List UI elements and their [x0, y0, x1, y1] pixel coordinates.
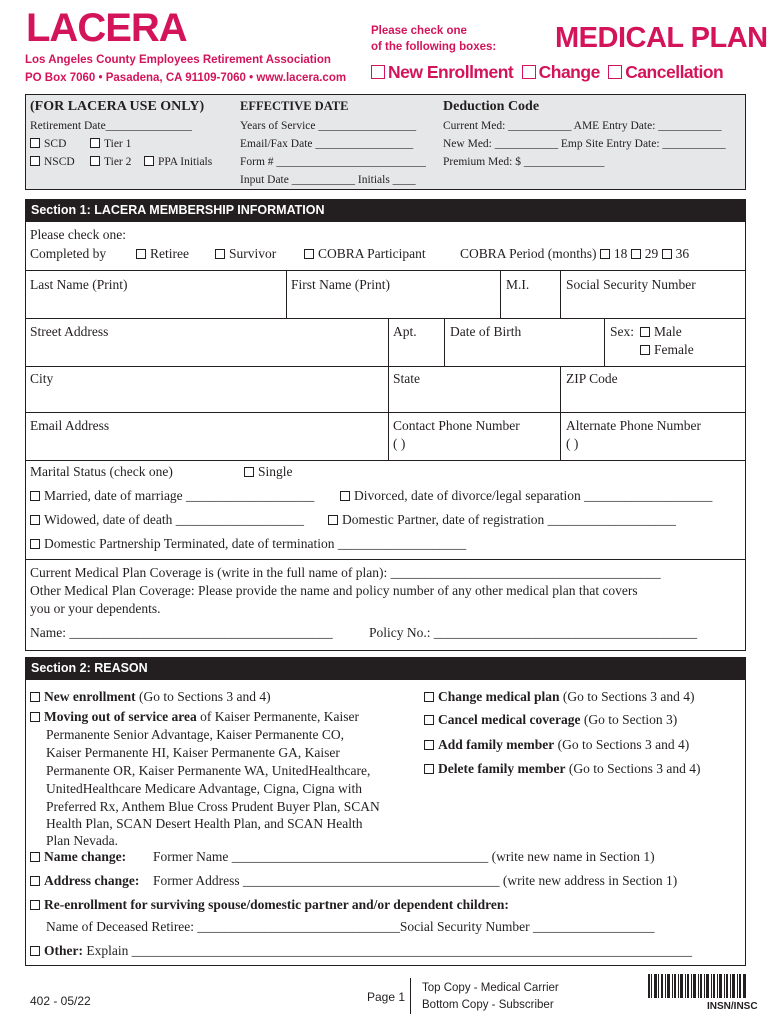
name-change-checkbox[interactable] — [30, 852, 40, 862]
email-field[interactable]: Email Address — [30, 418, 110, 433]
delete-family-checkbox[interactable] — [424, 764, 434, 774]
new-med: New Med: ___________ Emp Site Entry Date: ___________ — [443, 138, 726, 150]
delete-family-reason: Delete family member (Go to Sections 3 and 4) — [424, 761, 700, 777]
office-use-heading: (FOR LACERA USE ONLY) — [30, 99, 205, 114]
change-checkbox[interactable] — [522, 65, 536, 79]
tier1-checkbox[interactable] — [90, 138, 100, 148]
married-option: Married, date of marriage ___________________ — [30, 488, 314, 504]
change-label: Change — [538, 62, 600, 82]
moving-text-3: Kaiser Permanente HI, Kaiser Permanente GA, Kaiser — [46, 745, 340, 760]
change-plan-checkbox[interactable] — [424, 692, 434, 702]
cobra-checkbox[interactable] — [304, 249, 314, 259]
cancellation-label: Cancellation — [625, 62, 724, 82]
top-copy-note: Top Copy - Medical Carrier — [422, 982, 559, 994]
other-coverage-text-1: Other Medical Plan Coverage: Please provide the name and policy number of any other medical plan that covers — [30, 583, 638, 598]
last-name-field[interactable]: Last Name (Print) — [30, 277, 128, 292]
name-change-reason: Name change: — [30, 849, 126, 865]
alt-phone-field[interactable]: Alternate Phone Number — [566, 418, 701, 433]
moving-text-7: Health Plan, SCAN Desert Health Plan, and SCAN Health — [46, 816, 363, 831]
policy-number-field[interactable]: Policy No.: _______________________________________ — [369, 625, 698, 640]
state-field[interactable]: State — [393, 371, 420, 386]
contact-phone-paren: ( ) — [393, 436, 406, 451]
dp-terminated-checkbox[interactable] — [30, 539, 40, 549]
moving-text-5: UnitedHealthcare Medicare Advantage, Cigna, Cigna with — [46, 781, 363, 796]
zip-field[interactable]: ZIP Code — [566, 371, 618, 386]
cobra-18-checkbox[interactable] — [600, 249, 610, 259]
former-name-field[interactable]: Former Name ______________________________________ (write new name in Section 1) — [153, 849, 655, 864]
new-enrollment-label: New Enrollment — [388, 62, 514, 82]
new-enrollment-reason-checkbox[interactable] — [30, 692, 40, 702]
current-coverage-field[interactable]: Current Medical Plan Coverage is (write in the full name of plan): ________________________________________ — [30, 565, 661, 580]
new-enrollment-reason: New enrollment (Go to Sections 3 and 4) — [30, 689, 271, 705]
cobra-29-checkbox[interactable] — [631, 249, 641, 259]
form-number: Form # __________________________ — [240, 156, 426, 168]
section2-header: Section 2: REASON — [25, 657, 746, 679]
female-checkbox[interactable] — [640, 345, 650, 355]
address-change-reason: Address change: — [30, 873, 139, 889]
domestic-partner-option: Domestic Partner, date of registration ___________________ — [328, 512, 676, 528]
moving-text-2: Permanente Senior Advantage, Kaiser Permanente CO, — [46, 727, 345, 742]
org-name: Los Angeles County Employees Retirement Association — [25, 54, 331, 66]
mi-field[interactable]: M.I. — [506, 277, 530, 292]
add-family-reason: Add family member (Go to Sections 3 and 4) — [424, 737, 689, 753]
form-code: 402 - 05/22 — [30, 994, 91, 1008]
ppa-option: PPA Initials — [144, 156, 212, 168]
email-fax-date: Email/Fax Date _________________ — [240, 138, 414, 150]
add-family-checkbox[interactable] — [424, 740, 434, 750]
tier2-option: Tier 2 — [90, 156, 131, 168]
dob-field[interactable]: Date of Birth — [450, 324, 522, 339]
contact-phone-field[interactable]: Contact Phone Number — [393, 418, 520, 433]
check-prompt-1: Please check one — [371, 25, 467, 37]
cobra-36-checkbox[interactable] — [662, 249, 672, 259]
male-option: Male — [640, 324, 682, 340]
moving-text-8: Plan Nevada. — [46, 833, 118, 848]
moving-text-6: Preferred Rx, Anthem Blue Cross Prudent Buyer Plan, SCAN — [46, 799, 380, 814]
coverage-name-field[interactable]: Name: _______________________________________ — [30, 625, 333, 640]
bottom-copy-note: Bottom Copy - Subscriber — [422, 999, 554, 1011]
moving-reason: Moving out of service area of Kaiser Permanente, Kaiser — [30, 709, 359, 725]
city-field[interactable]: City — [30, 371, 54, 386]
scd-checkbox[interactable] — [30, 138, 40, 148]
reenrollment-reason: Re-enrollment for surviving spouse/domestic partner and/or dependent children: — [30, 897, 509, 913]
tier1-option: Tier 1 — [90, 138, 131, 150]
single-checkbox[interactable] — [244, 467, 254, 477]
current-med: Current Med: ___________ AME Entry Date: ___________ — [443, 120, 722, 132]
cobra-option: COBRA Participant — [304, 246, 426, 262]
alt-phone-paren: ( ) — [566, 436, 579, 451]
first-name-field[interactable]: First Name (Print) — [291, 277, 390, 292]
marital-status-label: Marital Status (check one) — [30, 464, 173, 479]
retirement-date: Retirement Date_______________ — [30, 120, 192, 132]
married-checkbox[interactable] — [30, 491, 40, 501]
divorced-option: Divorced, date of divorce/legal separation ___________________ — [340, 488, 712, 504]
nscd-option: NSCD — [30, 156, 75, 168]
single-option: Single — [244, 464, 293, 480]
lacera-logo: LACERA — [26, 6, 187, 50]
insn-code: INSN/INSC — [707, 1001, 758, 1012]
survivor-option: Survivor — [215, 246, 276, 262]
street-address-field[interactable]: Street Address — [30, 324, 109, 339]
retiree-option: Retiree — [136, 246, 189, 262]
cobra-period: COBRA Period (months) 18 29 36 — [460, 246, 690, 261]
check-prompt-2: of the following boxes: — [371, 41, 497, 53]
cancel-coverage-checkbox[interactable] — [424, 715, 434, 725]
moving-text-4: Permanente OR, Kaiser Permanente WA, UnitedHealthcare, — [46, 763, 371, 778]
reenrollment-checkbox[interactable] — [30, 900, 40, 910]
cancellation-checkbox[interactable] — [608, 65, 622, 79]
ssn-field[interactable]: Social Security Number — [566, 277, 696, 292]
deceased-retiree-field[interactable]: Name of Deceased Retiree: ______________________________Social Security Number __________________ — [46, 919, 655, 934]
domestic-partner-checkbox[interactable] — [328, 515, 338, 525]
nscd-checkbox[interactable] — [30, 156, 40, 166]
cancel-coverage-reason: Cancel medical coverage (Go to Section 3) — [424, 712, 677, 728]
tier2-checkbox[interactable] — [90, 156, 100, 166]
enrollment-options — [371, 62, 723, 83]
page-number: Page 1 — [367, 990, 406, 1004]
change-plan-reason: Change medical plan (Go to Sections 3 and 4) — [424, 689, 695, 705]
moving-reason-checkbox[interactable] — [30, 712, 40, 722]
divorced-checkbox[interactable] — [340, 491, 350, 501]
address-change-checkbox[interactable] — [30, 876, 40, 886]
retiree-checkbox[interactable] — [136, 249, 146, 259]
section1-header: Section 1: LACERA MEMBERSHIP INFORMATION — [25, 199, 746, 221]
apt-field[interactable]: Apt. — [393, 324, 417, 339]
input-date: Input Date ___________ Initials ____ — [240, 174, 416, 186]
other-coverage-text-2: you or your dependents. — [30, 601, 161, 616]
premium-med: Premium Med: $ ______________ — [443, 156, 605, 168]
other-reason: Other: Explain ___________________________________________________________________________________ — [30, 943, 692, 959]
years-of-service: Years of Service _________________ — [240, 120, 417, 132]
org-address: PO Box 7060 • Pasadena, CA 91109-7060 • www.lacera.com — [25, 72, 347, 84]
please-check-label: Please check one: — [30, 227, 126, 242]
scd-option: SCD — [30, 138, 66, 150]
completed-by-label: Completed by — [30, 246, 107, 261]
widowed-checkbox[interactable] — [30, 515, 40, 525]
widowed-option: Widowed, date of death ___________________ — [30, 512, 304, 528]
dp-terminated-option: Domestic Partnership Terminated, date of termination ___________________ — [30, 536, 466, 552]
former-address-field[interactable]: Former Address ______________________________________ (write new address in Section 1) — [153, 873, 678, 888]
male-checkbox[interactable] — [640, 327, 650, 337]
other-reason-checkbox[interactable] — [30, 946, 40, 956]
ppa-checkbox[interactable] — [144, 156, 154, 166]
sex-label: Sex: — [610, 324, 635, 339]
effective-date-heading: EFFECTIVE DATE — [240, 99, 349, 113]
barcode-icon — [648, 974, 746, 998]
survivor-checkbox[interactable] — [215, 249, 225, 259]
new-enrollment-checkbox[interactable] — [371, 65, 385, 79]
deduction-code-heading: Deduction Code — [443, 99, 540, 114]
page-title: MEDICAL PLAN — [555, 22, 768, 54]
female-option: Female — [640, 342, 694, 358]
